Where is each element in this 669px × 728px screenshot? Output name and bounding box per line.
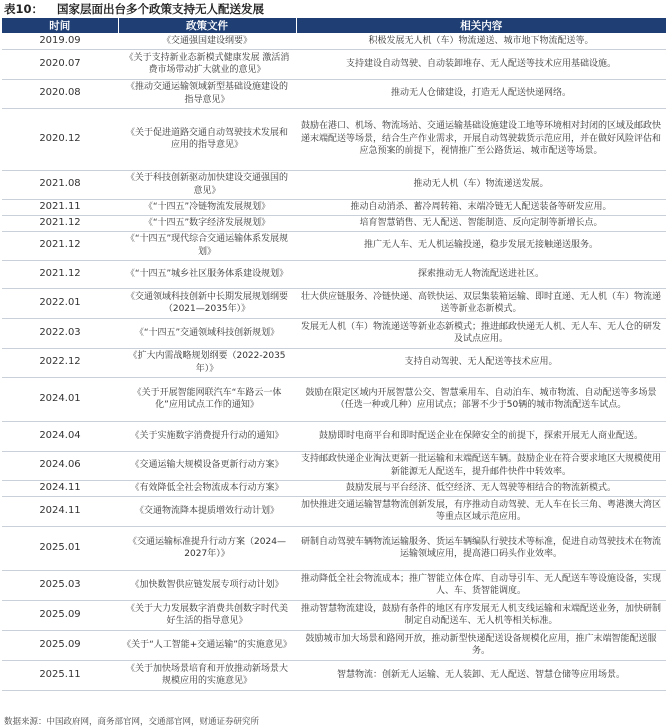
- row-policy: 《“十四五”城乡社区服务体系建设规划》: [118, 260, 296, 288]
- row-date: 2024.04: [2, 421, 118, 451]
- row-date: 2021.12: [2, 231, 118, 260]
- row-policy: 《交通强国建设纲要》: [118, 33, 296, 49]
- row-policy: 《关于大力发展数字消费共创数字时代美好生活的指导意见》: [118, 600, 296, 630]
- table-row: [2, 33, 666, 49]
- row-content: 壮大供应链服务、冷链快递、高铁快运、双层集装箱运输、即时直递、无人机（车）物流递送等新业态新模式。: [296, 288, 666, 318]
- table-row: [2, 496, 666, 526]
- table-row: [2, 215, 666, 231]
- row-policy: 《关于科技创新驱动加快建设交通强国的意见》: [118, 170, 296, 199]
- row-date: 2021.12: [2, 260, 118, 288]
- row-date: 2025.09: [2, 630, 118, 660]
- table-row: [2, 660, 666, 690]
- row-policy: 《关于促进道路交通自动驾驶技术发展和应用的指导意见》: [118, 108, 296, 170]
- row-policy: 《“十四五”冷链物流发展规划》: [118, 199, 296, 215]
- row-date: 2021.11: [2, 199, 118, 215]
- row-date: 2019.09: [2, 33, 118, 49]
- row-date: 2025.09: [2, 600, 118, 630]
- row-policy: 《加快数智供应链发展专项行动计划》: [118, 570, 296, 600]
- row-content: 探索推动无人物流配送进社区。: [296, 260, 666, 288]
- row-date: 2024.01: [2, 377, 118, 421]
- table-row: [2, 570, 666, 600]
- row-date: 2025.11: [2, 660, 118, 690]
- row-date: 2022.12: [2, 348, 118, 377]
- row-policy: 《交通运输大规模设备更新行动方案》: [118, 451, 296, 480]
- row-content: 鼓励在限定区域内开展智慧公交、智慧乘用车、自动泊车、城市物流、自动配送等多场景（任选一种或几种）应用试点；部署不少于50辆的城市物流配送车试点。: [296, 377, 666, 421]
- table-title: [4, 1, 264, 17]
- row-policy: 《关于“人工智能+交通运输”的实施意见》: [118, 630, 296, 660]
- row-content: 发展无人机（车）物流递送等新业态新模式；推进邮政快递无人机、无人车、无人仓的研发及试点应用。: [296, 318, 666, 348]
- row-policy: 《交通领域科技创新中长期发展规划纲要（2021—2035年）》: [118, 288, 296, 318]
- row-content: 支持邮政快递企业淘汰更新一批运输和末端配送车辆。鼓励企业在符合要求地区大规模使用新能源无人配送车，提升邮件快件中转效率。: [296, 451, 666, 480]
- row-date: 2022.03: [2, 318, 118, 348]
- row-date: 2025.03: [2, 570, 118, 600]
- table-row: [2, 451, 666, 480]
- table-row: [2, 199, 666, 215]
- table-row: [2, 630, 666, 660]
- table-row: [2, 108, 666, 170]
- row-date: 2024.11: [2, 480, 118, 496]
- row-policy: 《扩大内需战略规划纲要（2022-2035年）》: [118, 348, 296, 377]
- table-number: 表10：: [4, 2, 44, 16]
- row-content: 推动自动消杀、蓄冷周转箱、末端冷链无人配送装备等研发应用。: [296, 199, 666, 215]
- row-content: 鼓励城市加大场景和路网开放，推动新型快递配送设备规模化应用，推广末端智能配送服务。: [296, 630, 666, 660]
- row-content: 鼓励在港口、机场、物流场站、交通运输基础设施建设工地等环境相对封闭的区域及邮政快递末端配送等场景，结合生产作业需求，开展自动驾驶载货示范应用，并在做好风险评估和应急预案的前提下，视情推广至公路货运、城市配送等场景。: [296, 108, 666, 170]
- table-row: [2, 260, 666, 288]
- table-row: [2, 49, 666, 79]
- table-row: [2, 526, 666, 570]
- row-content: 积极发展无人机（车）物流递送、城市地下物流配送等。: [296, 33, 666, 49]
- row-date: 2020.08: [2, 79, 118, 108]
- row-policy: 《“十四五”现代综合交通运输体系发展规划》: [118, 231, 296, 260]
- row-content: 智慧物流：创新无人运输、无人装卸、无人配送、智慧仓储等应用场景。: [296, 660, 666, 690]
- row-date: 2021.12: [2, 215, 118, 231]
- row-policy: 《有效降低全社会物流成本行动方案》: [118, 480, 296, 496]
- row-content: 研制自动驾驶车辆物流运输服务、货运车辆编队行驶技术等标准，促进自动驾驶技术在物流运输领域应用，提高港口码头作业效率。: [296, 526, 666, 570]
- table-row: [2, 318, 666, 348]
- row-date: 2020.12: [2, 108, 118, 170]
- row-policy: 《关于实施数字消费提升行动的通知》: [118, 421, 296, 451]
- row-policy: 《关于开展智能网联汽车“车路云一体化”应用试点工作的通知》: [118, 377, 296, 421]
- row-date: 2020.07: [2, 49, 118, 79]
- table-row: [2, 288, 666, 318]
- table-title-text: 国家层面出台多个政策支持无人配送发展: [57, 2, 265, 16]
- row-policy: 《“十四五”交通领域科技创新规划》: [118, 318, 296, 348]
- table-row: [2, 348, 666, 377]
- row-content: 推动智慧物流建设，鼓励有条件的地区有序发展无人机支线运输和末端配送业务，加快研制制定自动配送车、无人机等相关标准。: [296, 600, 666, 630]
- table-row: [2, 170, 666, 199]
- row-content: 培育智慧销售、无人配送、智能制造、反向定制等新增长点。: [296, 215, 666, 231]
- row-date: 2024.11: [2, 496, 118, 526]
- table-row: [2, 480, 666, 496]
- table-row: [2, 421, 666, 451]
- row-date: 2025.01: [2, 526, 118, 570]
- header-content: 相关内容: [296, 18, 666, 33]
- header-policy: 政策文件: [118, 18, 296, 33]
- row-content: 鼓励发展与平台经济、低空经济、无人驾驶等相结合的物流新模式。: [296, 480, 666, 496]
- header-date: 时间: [2, 18, 118, 33]
- row-policy: 《推动交通运输领域新型基础设施建设的指导意见》: [118, 79, 296, 108]
- table-row: [2, 231, 666, 260]
- row-date: 2021.08: [2, 170, 118, 199]
- row-date: 2022.01: [2, 288, 118, 318]
- row-date: 2024.06: [2, 451, 118, 480]
- row-content: 支持建设自动驾驶、自动装卸堆存、无人配送等技术应用基础设施。: [296, 49, 666, 79]
- policy-table: [2, 18, 666, 691]
- table-header-row: [2, 18, 666, 33]
- row-content: 鼓励即时电商平台和即时配送企业在保障安全的前提下，探索开展无人商业配送。: [296, 421, 666, 451]
- table-row: [2, 377, 666, 421]
- row-policy: 《关于加快场景培育和开放推动新场景大规模应用的实施意见》: [118, 660, 296, 690]
- row-policy: 《交通运输标准提升行动方案（2024—2027年）》: [118, 526, 296, 570]
- table-row: [2, 79, 666, 108]
- row-content: 推广无人车、无人机运输投递，稳步发展无接触递送服务。: [296, 231, 666, 260]
- row-content: 推动无人机（车）物流递送发展。: [296, 170, 666, 199]
- row-policy: 《交通物流降本提质增效行动计划》: [118, 496, 296, 526]
- table-row: [2, 600, 666, 630]
- row-content: 推动降低全社会物流成本；推广智能立体仓库、自动导引车、无人配送车等设施设备，实现人、车、货智能调度。: [296, 570, 666, 600]
- row-content: 推动无人仓储建设，打造无人配送快递网络。: [296, 79, 666, 108]
- source-note: 数据来源：中国政府网，商务部官网，交通部官网，财通证券研究所: [4, 717, 260, 727]
- row-policy: 《关于支持新业态新模式健康发展 激活消费市场带动扩大就业的意见》: [118, 49, 296, 79]
- row-content: 支持自动驾驶、无人配送等技术应用。: [296, 348, 666, 377]
- row-policy: 《“十四五”数字经济发展规划》: [118, 215, 296, 231]
- row-content: 加快推进交通运输智慧物流创新发展，有序推动自动驾驶、无人车在长三角、粤港澳大湾区等重点区域示范应用。: [296, 496, 666, 526]
